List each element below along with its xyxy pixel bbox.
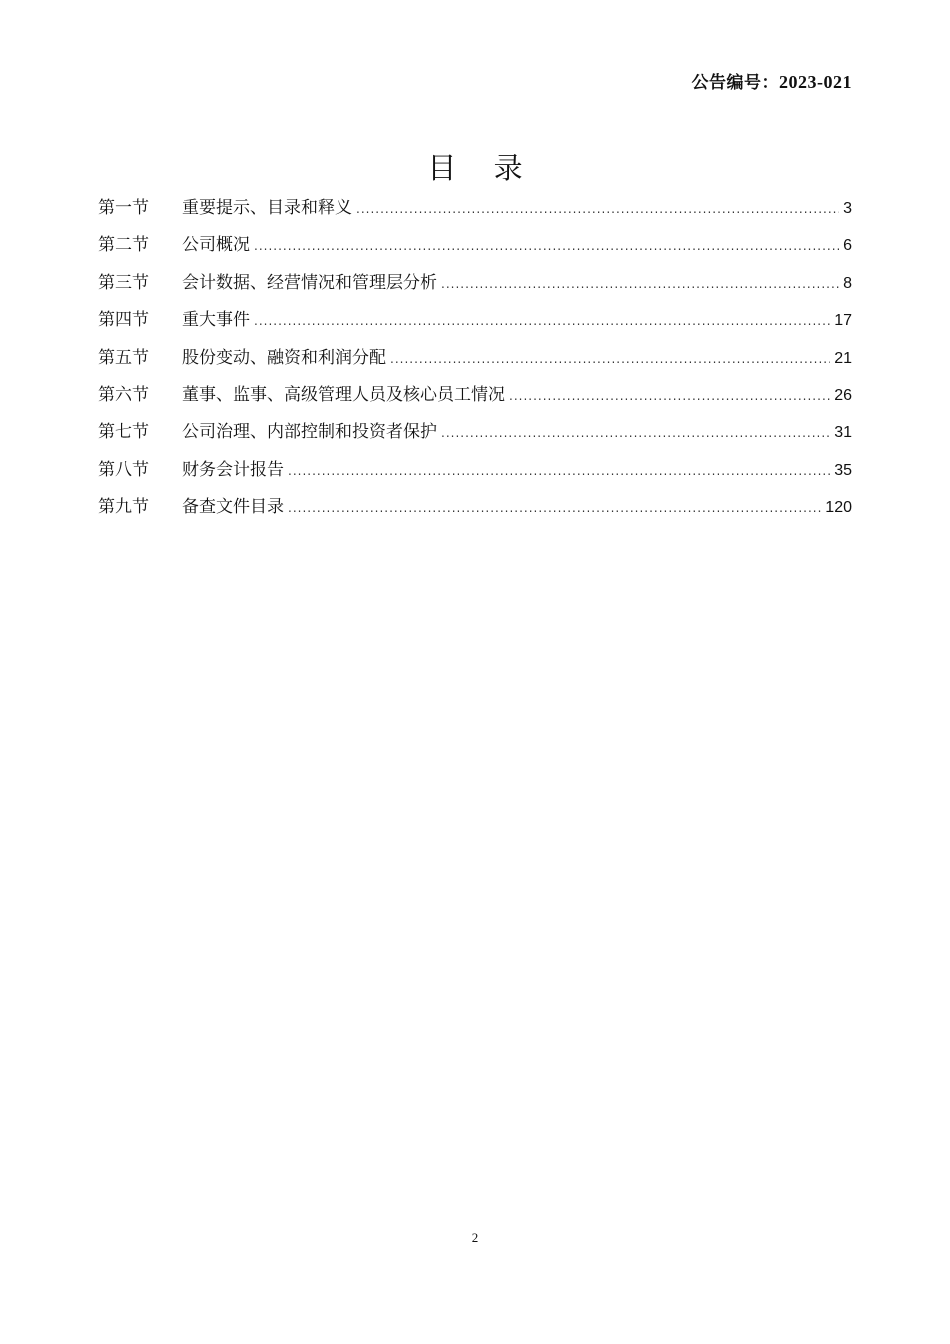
toc-page-number: 6	[843, 237, 852, 255]
toc-page-number: 26	[834, 386, 852, 404]
toc-section-title: 股份变动、融资和利润分配	[182, 347, 386, 368]
toc-section-title: 重大事件	[182, 310, 250, 331]
toc-section-title: 会计数据、经营情况和管理层分析	[182, 272, 437, 293]
toc-page-number: 3	[843, 200, 852, 217]
toc-page-number: 8	[843, 274, 852, 292]
toc-page-number: 21	[834, 349, 852, 367]
toc-entry[interactable]	[98, 194, 852, 231]
toc-page-number: 31	[834, 424, 852, 442]
toc-dot-leader	[254, 232, 839, 260]
toc-section-number: 第七节	[98, 422, 149, 443]
toc-entry[interactable]	[98, 269, 852, 306]
toc-section-number: 第九节	[98, 497, 149, 518]
toc-dot-leader	[356, 195, 839, 223]
toc-dot-leader	[288, 494, 821, 522]
toc-entry[interactable]	[98, 456, 852, 493]
table-of-contents	[98, 194, 852, 531]
announcement-code: 2023-021	[779, 72, 852, 92]
toc-dot-leader	[390, 345, 830, 373]
toc-dot-leader	[509, 382, 830, 410]
toc-section-number: 第三节	[98, 272, 149, 293]
toc-entry[interactable]	[98, 381, 852, 418]
toc-dot-leader	[254, 307, 830, 335]
toc-entry[interactable]	[98, 306, 852, 343]
toc-section-title: 备查文件目录	[182, 497, 284, 518]
toc-entry[interactable]	[98, 418, 852, 455]
toc-page-number: 35	[834, 461, 852, 479]
toc-dot-leader	[441, 419, 830, 447]
toc-section-title: 财务会计报告	[182, 459, 284, 480]
toc-entry[interactable]	[98, 493, 852, 530]
toc-section-number: 第五节	[98, 347, 149, 368]
toc-page-number: 120	[825, 499, 852, 517]
toc-section-number: 第六节	[98, 384, 149, 405]
toc-entry[interactable]	[98, 344, 852, 381]
toc-section-number: 第四节	[98, 310, 149, 331]
toc-dot-leader	[441, 270, 839, 298]
toc-section-number: 第一节	[98, 198, 149, 218]
announcement-number	[692, 68, 853, 93]
toc-section-number: 第八节	[98, 459, 149, 480]
toc-title: 目 录	[427, 151, 537, 185]
toc-section-title: 公司治理、内部控制和投资者保护	[182, 422, 437, 443]
toc-entry[interactable]	[98, 231, 852, 268]
toc-section-title: 董事、监事、高级管理人员及核心员工情况	[182, 384, 505, 405]
toc-section-number: 第二节	[98, 235, 149, 256]
toc-section-title: 重要提示、目录和释义	[182, 198, 352, 218]
toc-page-number: 17	[834, 312, 852, 330]
announcement-label: 公告编号：	[691, 73, 779, 93]
toc-dot-leader	[288, 457, 830, 485]
toc-section-title: 公司概况	[182, 235, 250, 256]
page-number: 2	[471, 1230, 479, 1245]
